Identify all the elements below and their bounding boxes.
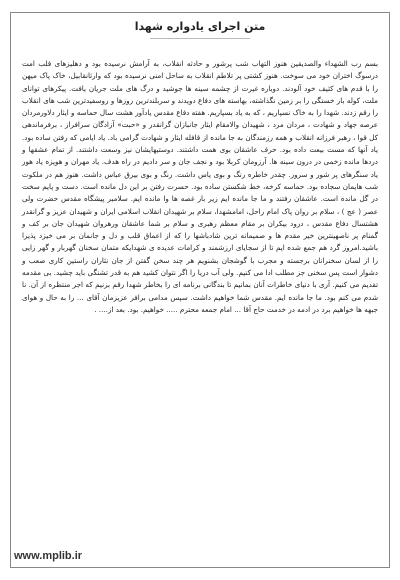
document-body	[22, 58, 378, 316]
document-title: متن اجرای یادواره شهدا	[134, 20, 266, 33]
footer-url[interactable]: www.mplib.ir	[14, 550, 83, 562]
body-paragraph: بسم رب الشهداء والصدیقین هنوز التهاب شب پرشور و حادثه انقلاب، به آرامش نرسیده بود و دهلیزهای قلب امت درسوگ اختران خود می سوخت. هنوز کشتی پر تلاطم انقلاب به ساحل امنی نرسیده بود که وارثانقابیل، خاک پاک میهن را با قدم های کثیف خود آلودند. دوباره غیرت از چشمه سینه ها جوشید و درگ های ملت جریان یافت. پیکرهای توانای ملت، کوله بار خستگی را بر زمین نگذاشته، بهاسته های دفاع دویدند و سربلندترین روزها و روسفیدترین شب های انقلاب را رقم زدند. شهدا را به خاک نسپاریم ، که به یاد بسپاریم. هفته دفاع مقدس یادآور هشت سال حماسه و ایثار دلاورمردان عرصه جهاد و شهادت ، مردان مرد ، شهیدان والامقام ایثار جانبازان گرانقدر و «حبت» آزادگان سرافراز ، برفرماندهی کل قوا ، رهبر فرزانه انقلاب و همه رزمندگان به جا مانده از قافله ایثار و شهادت گرامی باد. یاد ایامی که رفتن ساده بود. یاد آنها که مست بیعت داده بود. حرف عاشقان بوی همت داشتند. دوستیهایشان نیز وسعت داشتند. از تمام عشقها و دردها مانده زخمی در درون سینه ها. آرزومان کربلا بود و نجف جان و سر دادیم در راه هدف. یاد مهران و هویزه یاد هور یاد سنگرهای پر شور و سرور. چقدر خاطره رنگ و بوی یاس داشت. رنگ و بوی بیرق عباس داشت. هنوز هم در ملکوت شب هایمان سجاده بود. حماسه کرخه، خط شکستن ساده بود. حسرت رفتن بر این دل مانده است. دست و پایم سخت در گل مانده است. عاشقان رفتند و ما جا مانده ایم زیر بار غصه ها وا مانده ایم. سلامبر پیشگاه مقدس حضرت ولی عصر ( عج ) ، سلام بر روان پاک امام راحل، امامشهدا، سلام بر شهیدان انقلاب اسلامی ایران و شهیدان عزیز و گرانقدر هشتسال دفاع مقدس ، درود بیکران بر مقام معظم رهبری و سلام بر شما عاشقان ورهروان شهیدان جان بر کف و گمنام پر ناصهینترین خیر مقدم ها و صمیمانه ترین شادباشها را که از اعماق قلب و دل و جانمان بر می خیزد پذیرا باشید.امروز گرد هم جمع شده ایم تا از سجایای ارزشمند و کرامات عدیده ی شهدایکه متمان سخنان گهربار و گهر زایی را از لسان سخنرانان برجسته و مجرب با گوشجان بشنویم هر چند سخن گفتن از جان نثاران راستین کاری صعب و دشوار است پس سخنی جز مطلب ادا می کنیم. ولی آب دریا را اگر نتوان کشید هم به قدر تشنگی باید چشید. بی مقدمه تقدیم می کنیم. آری با دنیای خاطرات آنان بمانیم تا بندگانی برنامه ای را بخاطر شهدا رقم بزنیم که اجر منتظره از آن. نا شدم می کنم بود. ما جا مانده ایم.	[22, 59, 378, 302]
title-underline	[150, 38, 250, 39]
closing-paragraph: مقدس شما خواهیم داشت. سپس مدامی برافر عزیزمان آقای ... را به حال و هوای جبهه ها خواهیم برد در ادمه در خدمت حاج آقا ... امام جمعه محترم ..... خواهیم. بود. بعد از.... .	[22, 292, 378, 314]
